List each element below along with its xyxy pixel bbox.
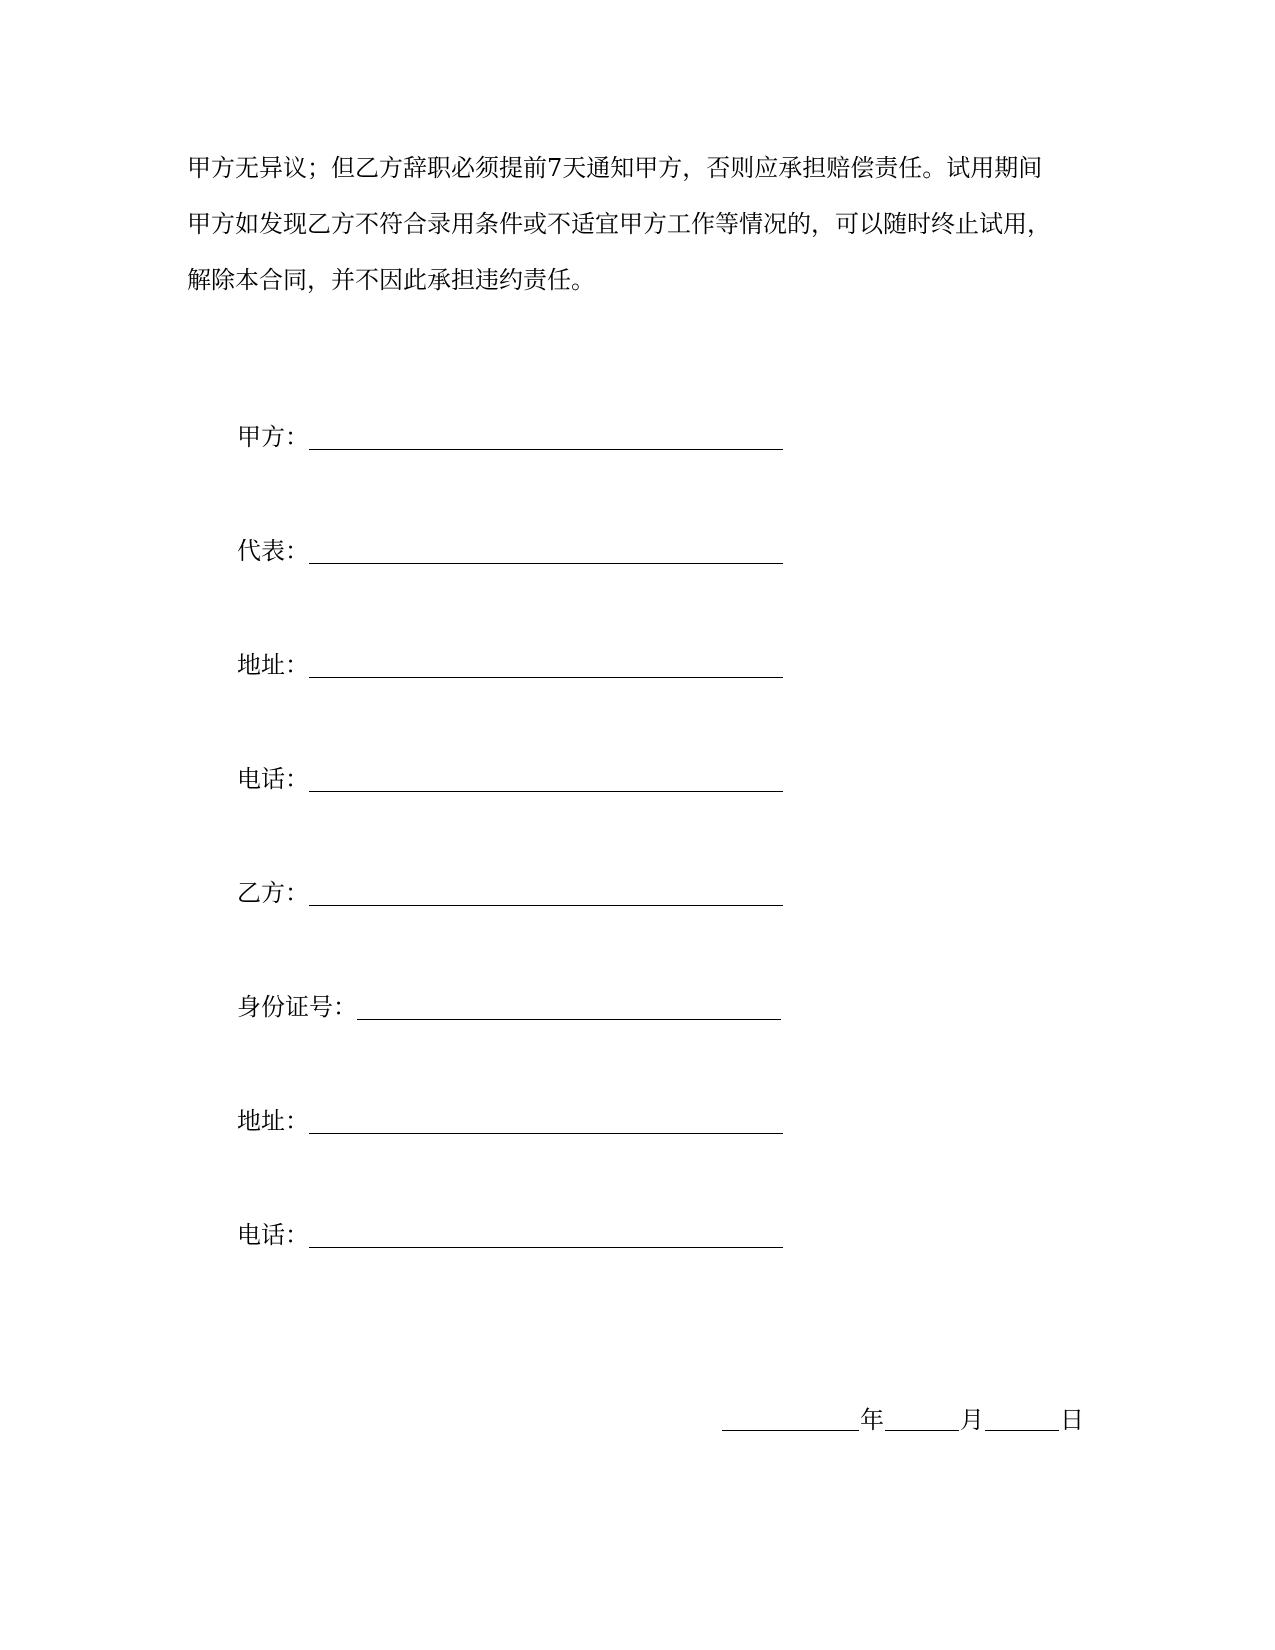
address-a-label: 地址： bbox=[237, 651, 309, 679]
year-blank[interactable] bbox=[722, 1430, 859, 1431]
party-b-label: 乙方： bbox=[237, 879, 309, 907]
day-label: 日 bbox=[1060, 1406, 1084, 1434]
party-b-blank[interactable] bbox=[309, 905, 783, 906]
phone-b-label: 电话： bbox=[237, 1221, 309, 1249]
id-number-label: 身份证号： bbox=[237, 993, 357, 1021]
party-a-label: 甲方： bbox=[237, 423, 309, 451]
day-blank[interactable] bbox=[985, 1430, 1059, 1431]
address-b-label: 地址： bbox=[237, 1107, 309, 1135]
id-number-field bbox=[237, 982, 781, 1022]
month-label: 月 bbox=[960, 1406, 984, 1434]
party-a-blank[interactable] bbox=[309, 449, 783, 450]
address-a-field bbox=[237, 640, 783, 680]
address-b-blank[interactable] bbox=[309, 1133, 783, 1134]
representative-label: 代表： bbox=[237, 537, 309, 565]
phone-a-blank[interactable] bbox=[309, 791, 783, 792]
signing-date bbox=[722, 1395, 1085, 1435]
paragraph-line-2: 甲方如发现乙方不符合录用条件或不适宜甲方工作等情况的，可以随时终止试用， bbox=[187, 210, 1051, 238]
paragraph-line-1: 甲方无异议；但乙方辞职必须提前7天通知甲方，否则应承担赔偿责任。试用期间 bbox=[187, 154, 1043, 182]
party-b-field bbox=[237, 868, 783, 908]
phone-b-blank[interactable] bbox=[309, 1247, 783, 1248]
address-b-field bbox=[237, 1096, 783, 1136]
phone-a-field bbox=[237, 754, 783, 794]
phone-b-field bbox=[237, 1210, 783, 1250]
address-a-blank[interactable] bbox=[309, 677, 783, 678]
year-label: 年 bbox=[860, 1406, 884, 1434]
month-blank[interactable] bbox=[885, 1430, 959, 1431]
contract-clause-paragraph bbox=[187, 140, 1087, 308]
paragraph-line-3: 解除本合同，并不因此承担违约责任。 bbox=[187, 266, 595, 294]
representative-field bbox=[237, 526, 783, 566]
party-a-field bbox=[237, 412, 783, 452]
phone-a-label: 电话： bbox=[237, 765, 309, 793]
id-number-blank[interactable] bbox=[357, 1019, 781, 1020]
representative-blank[interactable] bbox=[309, 563, 783, 564]
